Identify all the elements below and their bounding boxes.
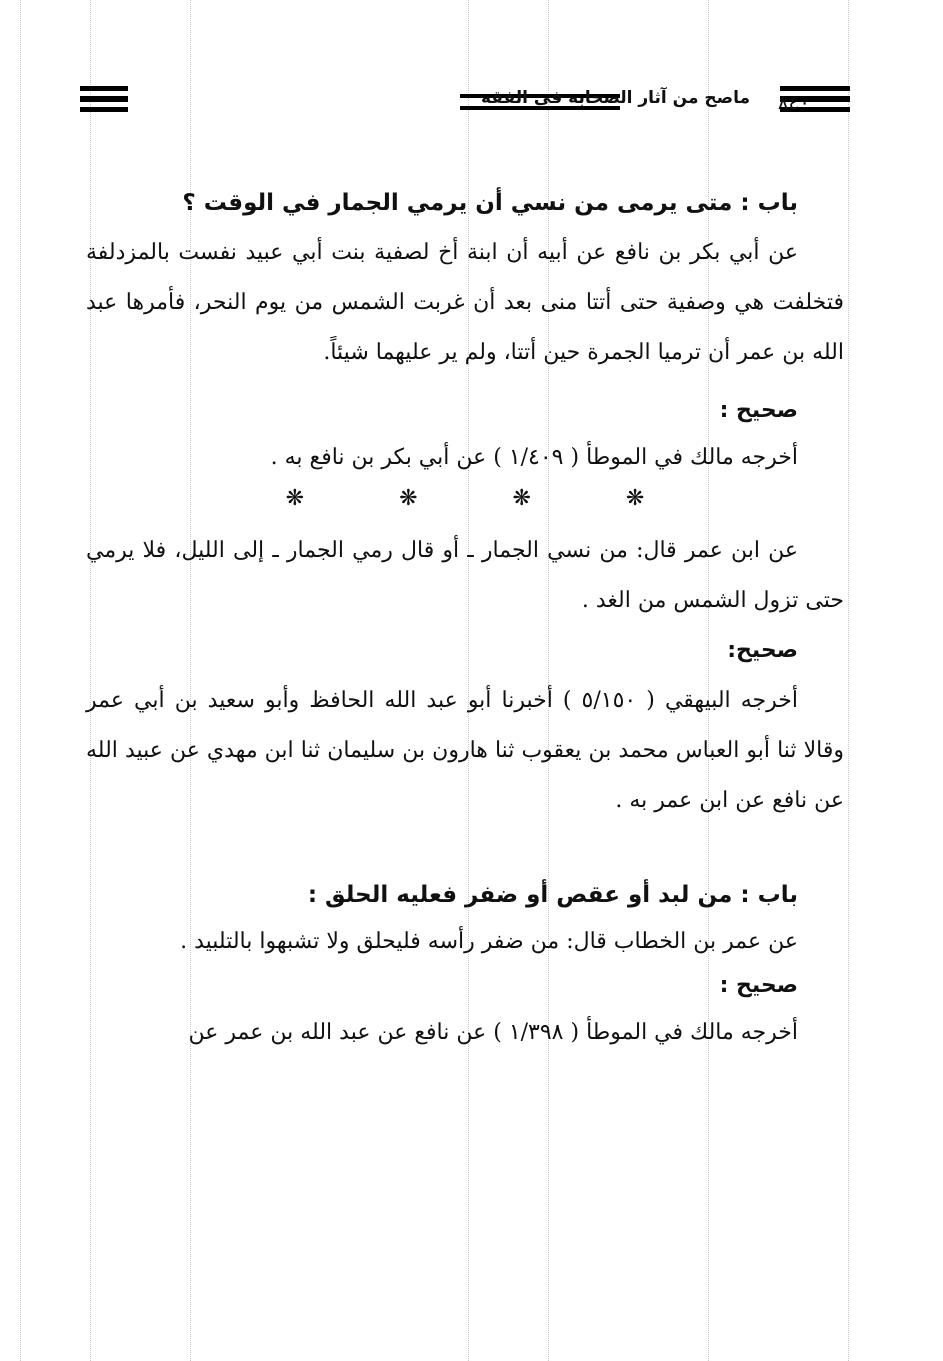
source-paragraph: أخرجه البيهقي ( ٥/١٥٠ ) أخبرنا أبو عبد الله الحافظ وأبو سعيد بن أبي عمر وقالا ثنا أبو العباس محمد بن يعقوب ثنا هارون بن سليمان ثنا ابن مهدي عن عبيد الله عن نافع عن ابن عمر به .	[86, 688, 844, 813]
page-number: ٨٤٠	[777, 90, 810, 114]
header-rule-left	[80, 86, 128, 126]
scan-gridline	[20, 0, 21, 1361]
grade-label: صحيح :	[719, 398, 798, 423]
source-paragraph: أخرجه مالك في الموطأ ( ١/٣٩٨ ) عن نافع عن عبد الله بن عمر عن	[188, 1020, 798, 1045]
narration-paragraph: عن أبي بكر بن نافع عن أبيه أن ابنة أخ لصفية بنت أبي عبيد نفست بالمزدلفة فتخلفت هي وصفية حتى أتتا منى بعد أن غربت الشمس من يوم النحر، فأمرها عبد الله بن عمر أن ترميا الجمرة حين أتتا، ولم ير عليهما شيئاً.	[86, 240, 844, 365]
page-body	[86, 178, 844, 1058]
narration-paragraph: عن عمر بن الخطاب قال: من ضفر رأسه فليحلق ولا تشبهوا بالتلبيد .	[180, 929, 798, 954]
running-title: ماصح من آثار الصحابة في الفقه	[481, 88, 750, 108]
scan-gridline	[848, 0, 849, 1361]
source-paragraph: أخرجه مالك في الموطأ ( ١/٤٠٩ ) عن أبي بكر بن نافع به .	[270, 445, 798, 470]
chapter-heading: باب : متى يرمى من نسي أن يرمي الجمار في الوقت ؟	[182, 190, 798, 216]
section-divider-stars: ❋ ❋ ❋ ❋	[285, 486, 689, 511]
grade-label: صحيح:	[727, 638, 798, 663]
chapter-heading: باب : من لبد أو عقص أو ضفر فعليه الحلق :	[307, 882, 798, 908]
narration-paragraph: عن ابن عمر قال: من نسي الجمار ـ أو قال رمي الجمار ـ إلى الليل، فلا يرمي حتى تزول الشمس من الغد .	[86, 538, 844, 613]
page-header	[80, 86, 850, 126]
grade-label: صحيح :	[719, 973, 798, 998]
